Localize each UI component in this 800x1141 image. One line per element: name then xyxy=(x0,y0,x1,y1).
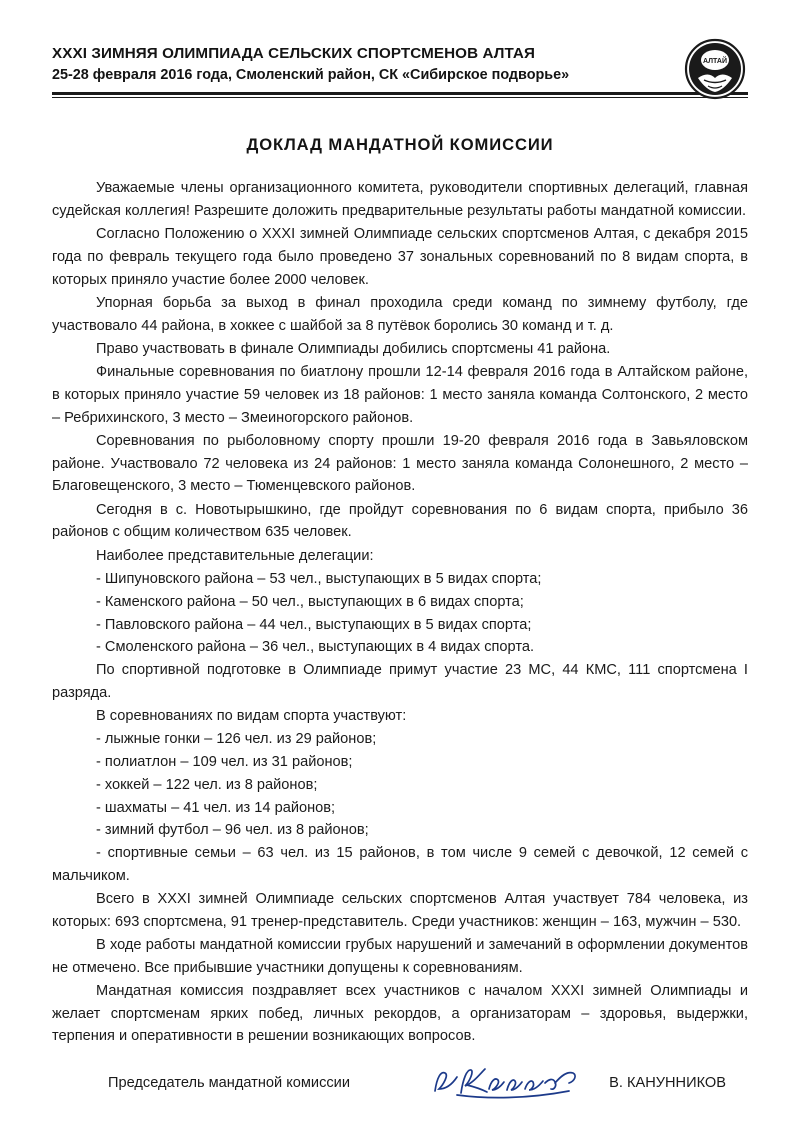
sports-intro: В соревнованиях по видам спорта участвуют: xyxy=(96,708,407,725)
paragraph: Уважаемые члены организационного комитета, руководители спортивных делегаций, главная судейская коллегия! Разрешите доложить предварительные результаты работы мандатной комиссии. xyxy=(52,180,748,219)
list-item: - зимний футбол – 96 чел. из 8 районов; xyxy=(96,822,369,839)
list-item: - полиатлон – 109 чел. из 31 районов; xyxy=(96,754,353,771)
paragraph: Упорная борьба за выход в финал проходила среди команд по зимнему футболу, где участвовало 44 района, в хоккее с шайбой за 8 путёвок боролись 30 команд и т. д. xyxy=(52,294,748,334)
masthead-title-line2: 25-28 февраля 2016 года, Смоленский район, СК «Сибирское подворье» xyxy=(52,67,570,84)
paragraph: Сегодня в с. Новотырышкино, где пройдут соревнования по 6 видам спорта, прибыло 36 районов с общим количеством 635 человек. xyxy=(52,501,748,541)
paragraph: В ходе работы мандатной комиссии грубых нарушений и замечаний в оформлении документов не отмечено. Все прибывшие участники допущены к соревнованиям. xyxy=(52,936,748,976)
list-item: - спортивные семьи – 63 чел. из 15 районов, в том числе 9 семей с девочкой, 12 семей с мальчиком. xyxy=(52,845,748,884)
masthead-text-block xyxy=(52,44,692,85)
document-masthead xyxy=(52,44,748,102)
list-item: - лыжные гонки – 126 чел. из 29 районов; xyxy=(96,731,377,748)
signature-block xyxy=(52,1075,748,1115)
paragraph: Соревнования по рыболовному спорту прошли 19-20 февраля 2016 года в Завьяловском районе. Участвовало 72 человека из 24 районов: 1 место заняла команда Солонешного, 2 место – Благовещенского, 3 место – Тюменцевского районов. xyxy=(52,432,748,495)
page-title: ДОКЛАД МАНДАТНОЙ КОМИССИИ xyxy=(246,135,554,154)
list-item: - Шипуновского района – 53 чел., выступающих в 5 видах спорта; xyxy=(96,571,542,588)
list-item: - Смоленского района – 36 чел., выступающих в 4 видах спорта. xyxy=(96,639,535,656)
svg-text:АЛТАЙ: АЛТАЙ xyxy=(703,58,727,65)
paragraph: Согласно Положению о XXXI зимней Олимпиаде сельских спортсменов Алтая, с декабря 2015 года по февраль текущего года было проведено 37 зональных соревнований по 8 видам спорта, в которых приняло участие более 2000 человек. xyxy=(52,226,748,288)
paragraph: Мандатная комиссия поздравляет всех участников с началом XXXI зимней Олимпиады и желает спортсменам ярких побед, личных рекордов, а организаторам – здоровья, выдержки, терпения и оперативности в решении возникающих вопросов. xyxy=(52,982,748,1045)
list-item: - хоккей – 122 чел. из 8 районов; xyxy=(96,776,318,793)
masthead-divider xyxy=(52,92,748,98)
divider-thin xyxy=(52,97,748,98)
olympiad-emblem-icon xyxy=(684,38,746,100)
list-item: - Павловского района – 44 чел., выступающих в 5 видах спорта; xyxy=(96,616,532,633)
paragraph: Финальные соревнования по биатлону прошли 12-14 февраля 2016 года в Алтайском районе, в которых приняло участие 59 человек из 18 районов: 1 место заняла команда Солтонского, 2 место – Ребрихинского, 3 место – Змеиногорского районов. xyxy=(52,364,748,426)
document-body xyxy=(52,177,748,1048)
masthead-title-line1: XXXI ЗИМНЯЯ ОЛИМПИАДА СЕЛЬСКИХ СПОРТСМЕНОВ АЛТАЯ xyxy=(52,45,535,62)
delegations-intro: Наиболее представительные делегации: xyxy=(96,547,374,564)
signature-role: Председатель мандатной комиссии xyxy=(108,1075,350,1092)
paragraph: Право участвовать в финале Олимпиады добились спортсмены 41 района. xyxy=(96,340,611,357)
signature-name: В. КАНУННИКОВ xyxy=(609,1075,726,1092)
list-item: - Каменского района – 50 чел., выступающих в 6 видах спорта; xyxy=(96,593,524,610)
paragraph: Всего в XXXI зимней Олимпиаде сельских спортсменов Алтая участвует 784 человека, из которых: 693 спортсмена, 91 тренер-представитель. Среди участников: женщин – 163, мужчин – 530. xyxy=(52,890,748,930)
paragraph: По спортивной подготовке в Олимпиаде примут участие 23 МС, 44 КМС, 111 спортсмена I разряда. xyxy=(52,662,748,701)
handwritten-signature xyxy=(427,1059,587,1103)
list-item: - шахматы – 41 чел. из 14 районов; xyxy=(96,799,336,816)
divider-thick xyxy=(52,92,748,95)
